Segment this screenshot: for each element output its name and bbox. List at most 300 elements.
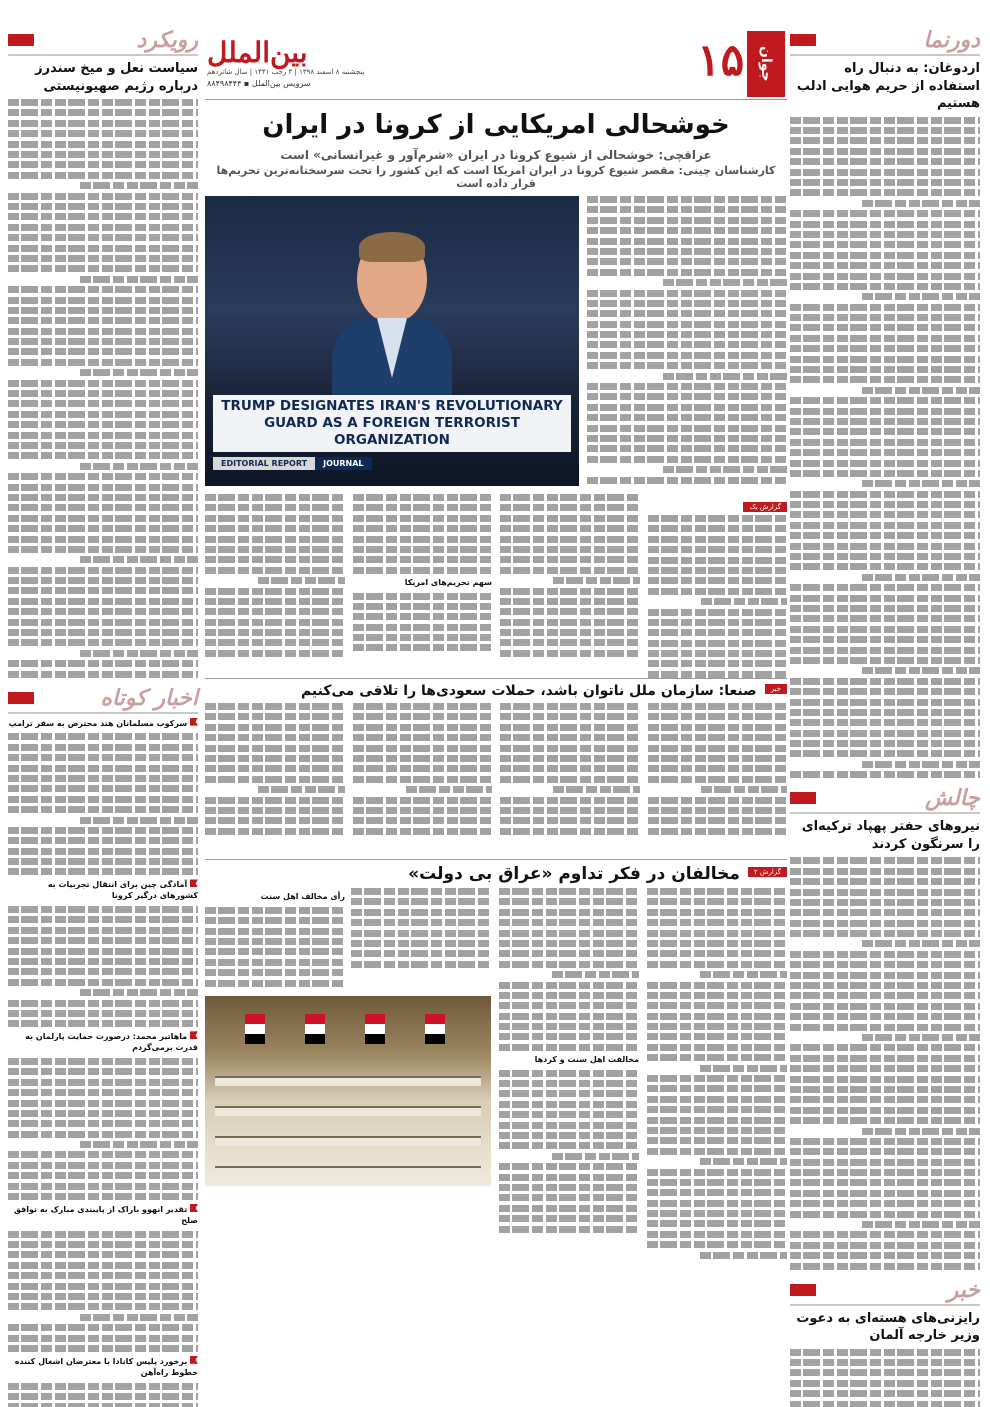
person-hair <box>359 232 425 262</box>
text-line <box>8 567 198 574</box>
text-line <box>663 373 787 380</box>
brief-headline <box>8 879 198 902</box>
report2-block <box>205 888 787 1288</box>
text-line <box>500 536 640 543</box>
text-line <box>790 345 980 352</box>
text-line <box>8 1193 198 1200</box>
text-line <box>8 937 198 944</box>
text-line <box>8 1324 198 1331</box>
text-line <box>790 148 980 155</box>
text-line <box>205 536 345 543</box>
seat-row <box>215 1166 481 1176</box>
text-line <box>648 660 788 667</box>
text-line <box>500 765 640 772</box>
text-line <box>790 1013 980 1020</box>
text-line <box>8 629 198 636</box>
text-line <box>499 982 639 989</box>
text-line <box>500 556 640 563</box>
text-line <box>790 522 980 529</box>
text-line <box>790 1138 980 1145</box>
text-line <box>648 546 788 553</box>
text-line <box>8 348 198 355</box>
text-line <box>648 650 788 657</box>
text-line <box>790 740 980 747</box>
text-line <box>258 577 344 584</box>
story-body <box>648 703 788 853</box>
report1-col <box>500 494 640 672</box>
text-line <box>862 1221 980 1228</box>
text-line <box>647 1023 787 1030</box>
text-line <box>587 300 787 307</box>
text-line <box>353 765 493 772</box>
text-line <box>587 445 787 452</box>
text-line <box>80 182 198 189</box>
text-line <box>353 613 493 620</box>
text-line <box>8 328 198 335</box>
text-line <box>790 1055 980 1062</box>
text-line <box>790 1242 980 1249</box>
text-line <box>647 888 787 895</box>
text-line <box>587 331 787 338</box>
text-line <box>790 169 980 176</box>
text-line <box>8 536 198 543</box>
text-line <box>499 1184 639 1191</box>
text-line <box>351 930 491 937</box>
text-line <box>790 553 980 560</box>
text-line <box>499 1111 639 1118</box>
text-line <box>351 909 491 916</box>
text-line <box>500 828 640 835</box>
text-line <box>647 1096 787 1103</box>
newspaper-logo <box>697 31 785 97</box>
text-line <box>8 172 198 179</box>
text-line <box>353 713 493 720</box>
ticker-tag: JOURNAL <box>315 457 371 470</box>
text-line <box>648 797 788 804</box>
text-line <box>499 1002 639 1009</box>
brief-text: تقدیر انهوو باراک از پایبندی مبارک به توافق صلح <box>13 1205 198 1225</box>
text-line <box>790 699 980 706</box>
text-line <box>8 806 198 813</box>
text-line <box>700 1252 787 1259</box>
text-line <box>205 938 345 945</box>
text-line <box>862 387 980 394</box>
text-line <box>790 889 980 896</box>
text-line <box>8 619 198 626</box>
text-line <box>8 473 198 480</box>
text-line <box>8 307 198 314</box>
text-line <box>790 1390 980 1397</box>
text-line <box>790 439 980 446</box>
story-label: خبر <box>765 684 787 694</box>
text-line <box>790 972 980 979</box>
text-line <box>648 817 788 824</box>
text-line <box>862 940 980 947</box>
text-line <box>647 1054 787 1061</box>
text-line <box>8 286 198 293</box>
text-line <box>353 494 493 501</box>
text-line <box>790 1024 980 1031</box>
text-line <box>647 1002 787 1009</box>
text-line <box>790 179 980 186</box>
text-line <box>790 1003 980 1010</box>
section-header <box>790 786 980 814</box>
report2-col <box>205 888 491 1288</box>
report2-head <box>205 859 787 884</box>
text-line <box>80 989 198 996</box>
text-line <box>8 297 198 304</box>
text-line <box>648 713 788 720</box>
text-line <box>499 1101 639 1108</box>
tv-ticker <box>213 457 372 470</box>
text-line <box>8 1403 198 1407</box>
text-line <box>353 817 493 824</box>
flag-icon <box>305 1014 325 1044</box>
text-line <box>701 786 787 793</box>
text-line <box>8 958 198 965</box>
text-line <box>587 290 787 297</box>
text-line <box>862 293 980 300</box>
brief-body <box>8 733 198 875</box>
text-line <box>500 588 640 595</box>
text-line <box>790 449 980 456</box>
text-line <box>8 1162 198 1169</box>
text-line <box>205 713 345 720</box>
text-line <box>790 1169 980 1176</box>
text-line <box>790 1076 980 1083</box>
text-line <box>205 504 345 511</box>
story-body <box>790 117 980 779</box>
story-body <box>205 703 345 853</box>
text-line <box>790 1252 980 1259</box>
text-line <box>351 950 491 957</box>
brief-body <box>8 1231 198 1352</box>
text-line <box>790 595 980 602</box>
text-line <box>587 310 787 317</box>
text-line <box>790 252 980 259</box>
text-line <box>8 546 198 553</box>
text-line <box>8 338 198 345</box>
text-line <box>8 109 198 116</box>
desk-line: سرویس بین‌الملل ▪ ۸۸۴۹۸۴۴۴ <box>207 78 311 88</box>
brief-headline <box>8 1356 198 1379</box>
text-line <box>80 276 198 283</box>
text-line <box>353 546 493 553</box>
report-body <box>205 907 345 987</box>
text-line <box>205 703 345 710</box>
report1-col <box>205 494 345 672</box>
text-line <box>790 532 980 539</box>
bullet-icon <box>190 718 198 726</box>
text-line <box>500 797 640 804</box>
text-line <box>8 577 198 584</box>
seat-row <box>215 1136 481 1146</box>
text-line <box>8 587 198 594</box>
text-line <box>790 241 980 248</box>
text-line <box>790 961 980 968</box>
text-line <box>8 968 198 975</box>
text-line <box>587 238 787 245</box>
text-line <box>663 466 787 473</box>
text-line <box>80 1141 198 1148</box>
story-body <box>790 1349 980 1407</box>
text-line <box>647 940 787 947</box>
text-line <box>862 761 980 768</box>
text-line <box>790 709 980 716</box>
text-line <box>8 1183 198 1190</box>
text-line <box>8 1000 198 1007</box>
text-line <box>8 151 198 158</box>
report2-title: مخالفان در فکر تداوم «عراق بی دولت» <box>408 863 740 884</box>
text-line <box>351 940 491 947</box>
desk-phone: ۸۸۴۹۸۴۴۴ <box>207 78 242 88</box>
text-line <box>80 817 198 824</box>
text-line <box>205 959 345 966</box>
second-story-body <box>205 703 787 853</box>
text-line <box>500 724 640 731</box>
text-line <box>351 961 491 968</box>
text-line <box>647 1210 787 1217</box>
text-line <box>647 992 787 999</box>
report-label: گزارش ۲ <box>748 867 787 877</box>
report1-col <box>353 494 493 672</box>
text-line <box>353 634 493 641</box>
text-line <box>790 304 980 311</box>
text-line <box>790 221 980 228</box>
text-line <box>406 786 492 793</box>
text-line <box>205 817 345 824</box>
text-line <box>500 713 640 720</box>
report-body <box>353 494 493 574</box>
brief-body <box>8 1383 198 1407</box>
text-line <box>790 231 980 238</box>
text-line <box>790 137 980 144</box>
text-line <box>8 193 198 200</box>
text-line <box>8 660 198 667</box>
text-line <box>647 1189 787 1196</box>
text-line <box>8 671 198 678</box>
text-line <box>500 504 640 511</box>
text-line <box>648 557 788 564</box>
bullet-icon <box>190 1204 198 1212</box>
text-line <box>8 796 198 803</box>
text-line <box>353 644 493 651</box>
text-line <box>587 196 787 203</box>
text-line <box>353 624 493 631</box>
text-line <box>500 494 640 501</box>
text-line <box>647 1127 787 1134</box>
text-line <box>8 224 198 231</box>
text-line <box>790 605 980 612</box>
text-line <box>862 480 980 487</box>
text-line <box>499 888 639 895</box>
text-line <box>8 858 198 865</box>
text-line <box>8 1058 198 1065</box>
text-line <box>790 878 980 885</box>
lead-photo <box>205 196 579 486</box>
text-line <box>648 734 788 741</box>
text-line <box>790 1190 980 1197</box>
bullet-icon <box>190 1356 198 1364</box>
text-line <box>499 919 639 926</box>
text-line <box>8 400 198 407</box>
text-line <box>205 525 345 532</box>
text-line <box>647 1200 787 1207</box>
story-body <box>353 703 493 853</box>
person-shirt <box>377 318 407 378</box>
brief-text: ماهاتیر محمد: درصورت حمایت پارلمان به قدرت برمی‌گردم <box>25 1032 198 1053</box>
text-line <box>587 456 787 463</box>
text-line <box>8 785 198 792</box>
text-line <box>790 324 980 331</box>
text-line <box>587 341 787 348</box>
second-story-head <box>205 678 787 699</box>
text-line <box>790 356 980 363</box>
text-line <box>587 435 787 442</box>
text-line <box>499 1205 639 1212</box>
text-line <box>790 719 980 726</box>
text-line <box>647 1013 787 1020</box>
text-line <box>205 928 345 935</box>
text-line <box>8 99 198 106</box>
report-body <box>648 515 788 678</box>
text-line <box>8 515 198 522</box>
text-line <box>205 980 345 987</box>
text-line <box>648 703 788 710</box>
text-line <box>647 1075 787 1082</box>
text-line <box>205 724 345 731</box>
report1-block <box>205 494 787 672</box>
text-line <box>790 1349 980 1356</box>
text-line <box>8 1151 198 1158</box>
text-line <box>790 314 980 321</box>
left-column <box>8 28 198 1407</box>
text-line <box>500 817 640 824</box>
text-line <box>8 1272 198 1279</box>
text-line <box>663 279 787 286</box>
text-line <box>499 1090 639 1097</box>
text-line <box>8 130 198 137</box>
lead-body <box>587 196 787 486</box>
text-line <box>8 411 198 418</box>
text-line <box>500 745 640 752</box>
text-line <box>8 1110 198 1117</box>
text-line <box>8 1335 198 1342</box>
text-line <box>353 755 493 762</box>
text-line <box>587 404 787 411</box>
text-line <box>8 1089 198 1096</box>
text-line <box>8 1262 198 1269</box>
text-line <box>8 754 198 761</box>
seat-row <box>215 1076 481 1086</box>
text-line <box>790 1211 980 1218</box>
text-line <box>790 771 980 778</box>
story-body <box>8 99 198 677</box>
text-line <box>205 917 345 924</box>
text-line <box>587 477 787 484</box>
edition-info: پنجشنبه ۸ اسفند ۱۳۹۸ | ۳ رجب ۱۴۴۱ | سال شانزدهم <box>207 68 365 77</box>
text-line <box>790 909 980 916</box>
text-line <box>499 898 639 905</box>
text-line <box>647 1044 787 1051</box>
text-line <box>647 898 787 905</box>
second-title: صنعا: سازمان ملل ناتوان باشد، حملات سعودی‌ها را تلافی می‌کنیم <box>300 682 757 699</box>
text-line <box>790 501 980 508</box>
text-line <box>8 141 198 148</box>
text-line <box>500 567 640 574</box>
report2-split <box>205 888 491 990</box>
report-body <box>500 494 640 657</box>
text-line <box>8 1131 198 1138</box>
text-line <box>647 1085 787 1092</box>
ticker-tag: EDITORIAL REPORT <box>213 457 315 470</box>
main-title: خوشحالی امریکایی از کرونا در ایران <box>262 110 730 140</box>
section-header <box>790 1278 980 1306</box>
story-headline: نیروهای حفتر پهپاد ترکیه‌ای را سرنگون کردند <box>801 819 980 852</box>
text-line <box>790 1200 980 1207</box>
text-line <box>353 797 493 804</box>
text-line <box>648 588 788 595</box>
section-header <box>790 28 980 56</box>
report-body <box>353 593 493 652</box>
text-line <box>205 755 345 762</box>
text-line <box>353 525 493 532</box>
bullet-icon <box>190 1031 198 1039</box>
flag-icon <box>245 1014 265 1044</box>
brief-text: برخورد پلیس کانادا با معترضان اشغال کننده خطوط راه‌آهن <box>14 1356 198 1377</box>
text-line <box>647 950 787 957</box>
text-line <box>790 899 980 906</box>
text-line <box>8 390 198 397</box>
text-line <box>8 1345 198 1352</box>
text-line <box>205 629 345 636</box>
section-header <box>8 28 198 56</box>
text-line <box>205 948 345 955</box>
text-line <box>353 776 493 783</box>
report2-col <box>499 888 639 1288</box>
text-line <box>790 127 980 134</box>
text-line <box>648 640 788 647</box>
text-line <box>648 765 788 772</box>
report-body <box>499 1070 639 1233</box>
text-line <box>205 797 345 804</box>
report-subhead: مخالفت اهل سنت و کردها <box>534 1054 639 1064</box>
text-line <box>790 543 980 550</box>
text-line <box>205 765 345 772</box>
text-line <box>8 234 198 241</box>
brief-item <box>8 1356 198 1407</box>
text-line <box>790 1369 980 1376</box>
kicker: کارشناسان چینی: مقصر شیوع کرونا در ایران امریکا است که این کشور را تحت سرسختانه‌ترین تحریم‌ها قرار داده است <box>216 163 776 190</box>
text-line <box>205 734 345 741</box>
text-line <box>499 1215 639 1222</box>
brief-body <box>8 1058 198 1200</box>
report-body <box>499 888 639 1051</box>
text-line <box>8 255 198 262</box>
text-line <box>499 930 639 937</box>
text-line <box>648 577 788 584</box>
text-line <box>499 1226 639 1233</box>
text-line <box>790 1179 980 1186</box>
text-line <box>647 909 787 916</box>
text-line <box>790 615 980 622</box>
text-line <box>499 992 639 999</box>
text-line <box>8 265 198 272</box>
text-line <box>587 248 787 255</box>
center-column <box>205 28 787 1288</box>
text-line <box>8 608 198 615</box>
text-line <box>8 120 198 127</box>
